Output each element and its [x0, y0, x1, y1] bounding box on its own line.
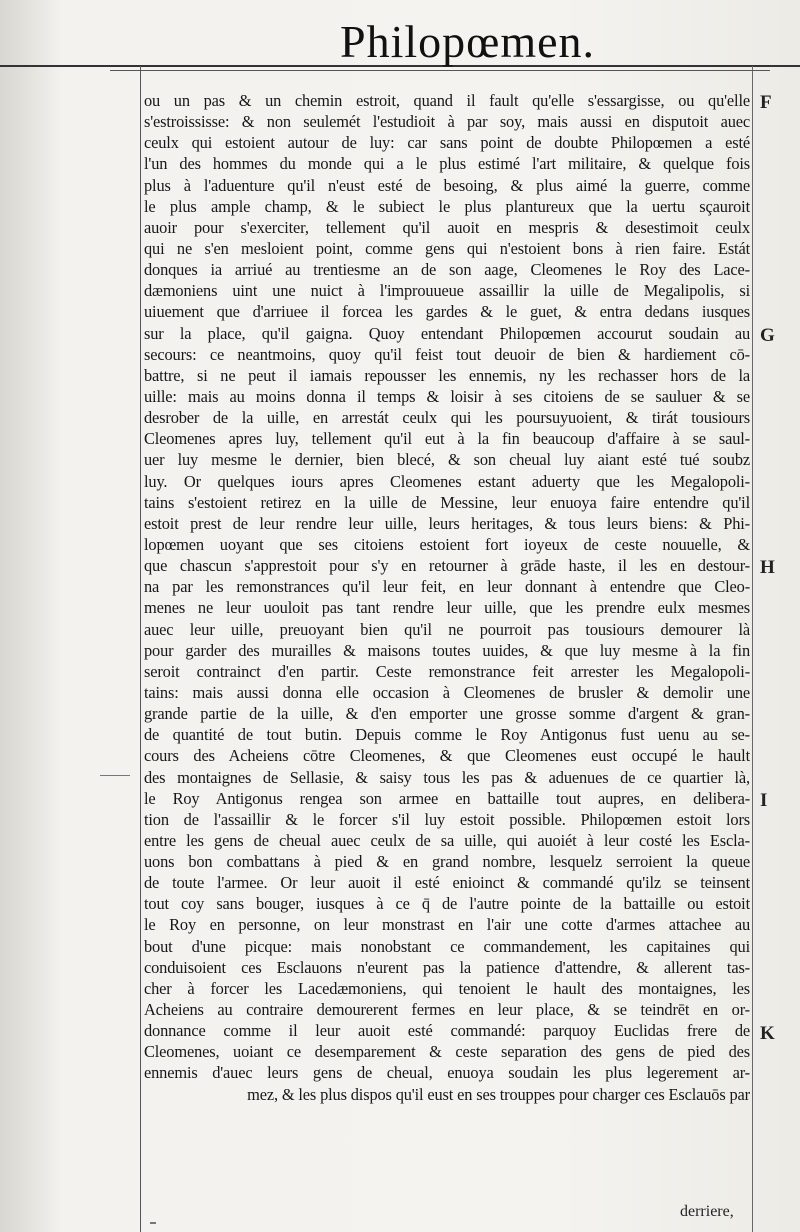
- margin-mark: [100, 775, 130, 776]
- text-line: tains s'estoient retirez en la uille de Messine, leur enuoya faire entendre qu'il: [144, 492, 750, 512]
- text-line: ou un pas & un chemin estroit, quand il fault qu'elle s'essargisse, ou qu'elle: [144, 91, 750, 110]
- text-line: secours: ce neantmoins, quoy qu'il feist tout deuoir de bien & hardiement cō-: [144, 344, 750, 364]
- text-line: pour garder des murailles & maisons toutes uuides, & que luy mesme à la fin: [144, 640, 750, 660]
- text-line: s'estroississe: & non seulemét l'estudioit à par soy, mais aussi en disputoit auec: [144, 112, 750, 132]
- text-line: sur la place, qu'il gaigna. Quoy entendant Philopœmen accourut soudain au: [144, 323, 750, 343]
- text-line: na par les remonstrances qu'il leur feit, en leur donnant à entendre que Cleo-: [144, 577, 750, 597]
- text-line: de toute l'armee. Or leur auoit il esté enioinct & commandé qu'ilz se teinsent: [144, 873, 750, 893]
- text-line: Cleomenes apres luy, tellement qu'il eut à la fin beaucoup d'affaire à se saul-: [144, 429, 750, 449]
- text-line: dæmoniens uint une nuict à l'improuueue assaillir la uille de Megalipolis, si: [144, 281, 750, 301]
- left-margin-rule: [140, 66, 141, 1232]
- body-text: [144, 90, 750, 1105]
- text-line: ceulx qui estoient autour de luy: car sans point de doubte Philopœmen a esté: [144, 133, 750, 153]
- text-line: le Roy Antigonus rengea son armee en battaille tout aupres, en delibera-: [144, 788, 750, 808]
- text-line: desrober de la uille, en arrestát ceulx qui les poursuyuoient, & tirát tousiours: [144, 408, 750, 428]
- text-line: uer luy mesme le dernier, bien blecé, & son cheual luy aiant esté tué soubz: [144, 450, 750, 470]
- margin-letter: H: [760, 557, 775, 579]
- text-line: entre les gens de cheual auec ceulx de sa uille, qui auoiét à leur costé les Escla-: [144, 830, 750, 850]
- text-line: le plus ample champ, & le subiect le plus plantureux que la uertu sçauroit: [144, 196, 750, 216]
- text-line: tains: mais aussi donna elle occasion à Cleomenes de brusler & demolir une: [144, 682, 750, 702]
- text-line: des montaignes de Sellasie, & saisy tous les pas & aduenues de ce quartier là,: [144, 767, 750, 787]
- text-line: auoir pour s'exerciter, tellement qu'il auoit en mespris & desestimoit ceulx: [144, 217, 750, 237]
- page-title: Philopœmen.: [340, 16, 596, 67]
- text-line: qui ne s'en mesloient point, comme gens qui n'estoient bons à rien faire. Estát: [144, 238, 750, 258]
- text-line: luy. Or quelques iours apres Cleomenes estant aduerty que les Megalopoli-: [144, 471, 750, 491]
- text-line: donques ia arriué au trentiesme an de son aage, Cleomenes le Roy des Lace-: [144, 260, 750, 280]
- text-line: seroit contrainct d'en partir. Ceste remonstrance feit arrester les Megalopoli-: [144, 661, 750, 681]
- text-line: cher à forcer les Lacedæmoniens, qui tenoient le hault des montaignes, les: [144, 978, 750, 998]
- margin-letter: G: [760, 324, 775, 346]
- text-line: menes ne leur uouloit pas tant rendre leur uille, que les prendre eulx mesmes: [144, 598, 750, 618]
- text-line: battre, si ne peut il iamais repousser les ennemis, ny les rechasser hors de la: [144, 365, 750, 385]
- text-line: tout coy sans bouger, iusques à ce q̄ de l'autre pointe de la battaille ou estoit: [144, 894, 750, 914]
- text-line: donnance comme il leur auoit esté commandé: parquoy Euclidas frere de: [144, 1021, 750, 1041]
- text-line: conduisoient ces Esclauons n'eurent pas la patience d'attendre, & allerent tas-: [144, 957, 750, 977]
- text-line: auec leur uille, preuoyant bien qu'il ne pourroit pas tousiours demourer là: [144, 619, 750, 639]
- text-line: Acheiens au contraire demourerent fermes en leur place, & se teindrēt en or-: [144, 1000, 750, 1020]
- text-line: ennemis d'auec leurs gens de cheual, enuoya soudain les plus legerement ar-: [144, 1063, 750, 1083]
- margin-letter: K: [760, 1022, 775, 1044]
- page-shadow: [0, 0, 60, 1232]
- margin-mark: [150, 1222, 156, 1224]
- text-line: uiuement que d'arriuee il forcea les gardes & le guet, & entra dedans iusques: [144, 302, 750, 322]
- text-line: uille: mais au moins donna il temps & loisir à ses citoiens de se sauluer & se: [144, 386, 750, 406]
- catchword: derriere,: [680, 1203, 734, 1220]
- text-line: bout d'une picque: mais nonobstant ce commandement, les capitaines qui: [144, 936, 750, 956]
- header-rule-secondary: [110, 70, 770, 71]
- margin-letter: I: [760, 789, 768, 811]
- text-line: lopœmen uoyant que ses citoiens estoient fort ioyeux de ceste nouuelle, &: [144, 534, 750, 554]
- text-line: uons bon combattans à pied & en grand nombre, lesquelz serroient la queue: [144, 852, 750, 872]
- text-line: estoit prest de leur rendre leur uille, leurs heritages, & tous leurs biens: & Phi-: [144, 513, 750, 533]
- text-line: de quantité de tout butin. Depuis comme le Roy Antigonus fust uenu au se-: [144, 725, 750, 745]
- text-line: mez, & les plus dispos qu'il eust en ses trouppes pour charger ces Esclauōs par: [247, 1084, 750, 1104]
- text-line: Cleomenes, uoiant ce desemparement & ceste separation des gens de pied des: [144, 1042, 750, 1062]
- margin-letter: F: [760, 92, 772, 113]
- text-line: cours des Acheiens cōtre Cleomenes, & que Cleomenes eust occupé le hault: [144, 746, 750, 766]
- text-line: tion de l'assaillir & le forcer s'il luy estoit possible. Philopœmen estoit lors: [144, 809, 750, 829]
- text-line: le Roy en personne, on leur monstrast en l'air une cotte d'armes attachee au: [144, 915, 750, 935]
- text-line: l'un des hommes du monde qui a le plus estimé l'art militaire, & quelque fois: [144, 154, 750, 174]
- right-margin-rule: [752, 66, 753, 1232]
- text-line: grande partie de la uille, & d'en emporter une grosse somme d'argent & gran-: [144, 704, 750, 724]
- text-line: plus à l'aduenture qu'il n'eust esté de besoing, & plus aimé la guerre, comme: [144, 175, 750, 195]
- text-line: que chascun s'apprestoit pour s'y en retourner à grāde haste, il les en destour-: [144, 556, 750, 576]
